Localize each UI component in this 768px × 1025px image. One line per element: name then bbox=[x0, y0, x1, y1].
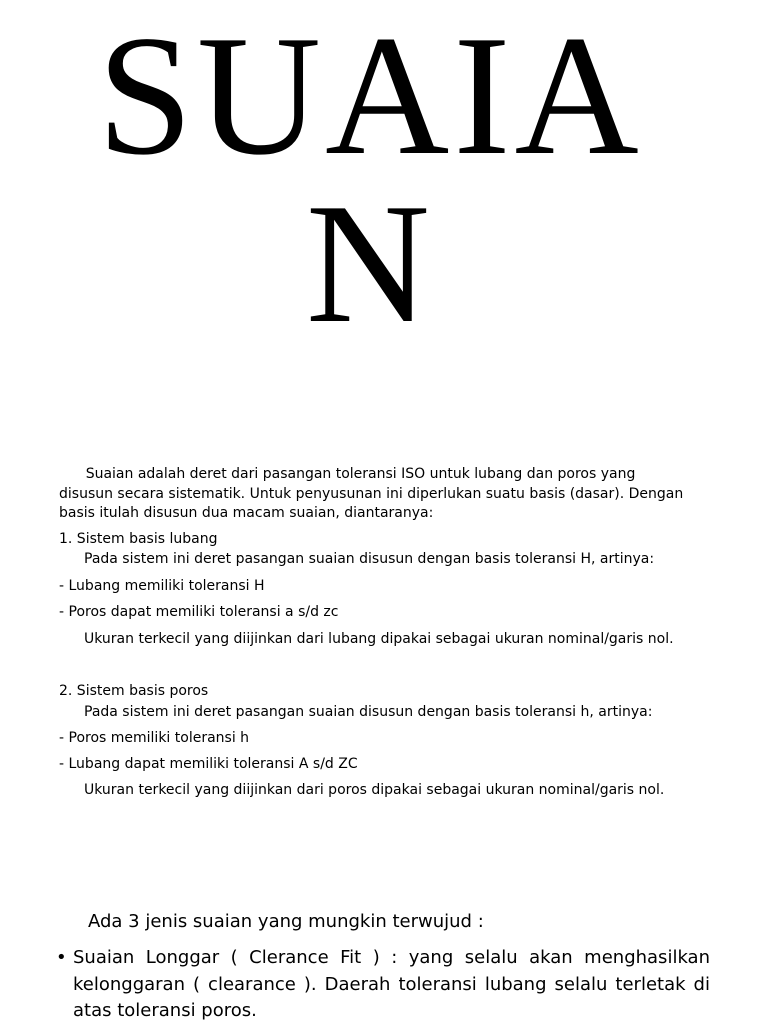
system1-description: Pada sistem ini deret pasangan suaian disusun dengan basis toleransi H, artinya: bbox=[84, 551, 655, 567]
intro-paragraph bbox=[59, 465, 714, 524]
bullet-icon: • bbox=[56, 947, 67, 968]
system2-item-1: - Poros memiliki toleransi h bbox=[59, 730, 250, 746]
intro-line-3: basis itulah disusun dua macam suaian, diantaranya: bbox=[59, 505, 434, 521]
bullet-line-2: kelonggaran ( clearance ). Daerah toleransi lubang selalu terletak di bbox=[73, 973, 710, 995]
system1-item-1: - Lubang memiliki toleransi H bbox=[59, 578, 265, 594]
bullet-line-3: atas toleransi poros. bbox=[73, 1000, 257, 1021]
intro-line-1: Suaian adalah deret dari pasangan toleransi ISO untuk lubang dan poros yang bbox=[59, 466, 636, 482]
bullet-line-1: Suaian Longgar ( Clerance Fit ) : yang selalu akan menghasilkan bbox=[73, 947, 710, 968]
system1-item-2: - Poros dapat memiliki toleransi a s/d zc bbox=[59, 604, 339, 620]
system2-note: Ukuran terkecil yang diijinkan dari poros dipakai sebagai ukuran nominal/garis nol. bbox=[84, 782, 665, 798]
system2-description: Pada sistem ini deret pasangan suaian disusun dengan basis toleransi h, artinya: bbox=[84, 704, 653, 720]
system2-heading: 2. Sistem basis poros bbox=[59, 683, 209, 699]
system2-item-2: - Lubang dapat memiliki toleransi A s/d ZC bbox=[59, 756, 358, 772]
intro-line-2: disusun secara sistematik. Untuk penyusunan ini diperlukan suatu basis (dasar). Dengan bbox=[59, 485, 684, 502]
page-title-line-2: N bbox=[305, 169, 435, 359]
system1-note: Ukuran terkecil yang diijinkan dari lubang dipakai sebagai ukuran nominal/garis nol. bbox=[84, 631, 674, 647]
page-title-line-1: SUAIA bbox=[97, 1, 643, 191]
types-lead: Ada 3 jenis suaian yang mungkin terwujud : bbox=[88, 911, 484, 932]
system1-heading: 1. Sistem basis lubang bbox=[59, 531, 218, 547]
